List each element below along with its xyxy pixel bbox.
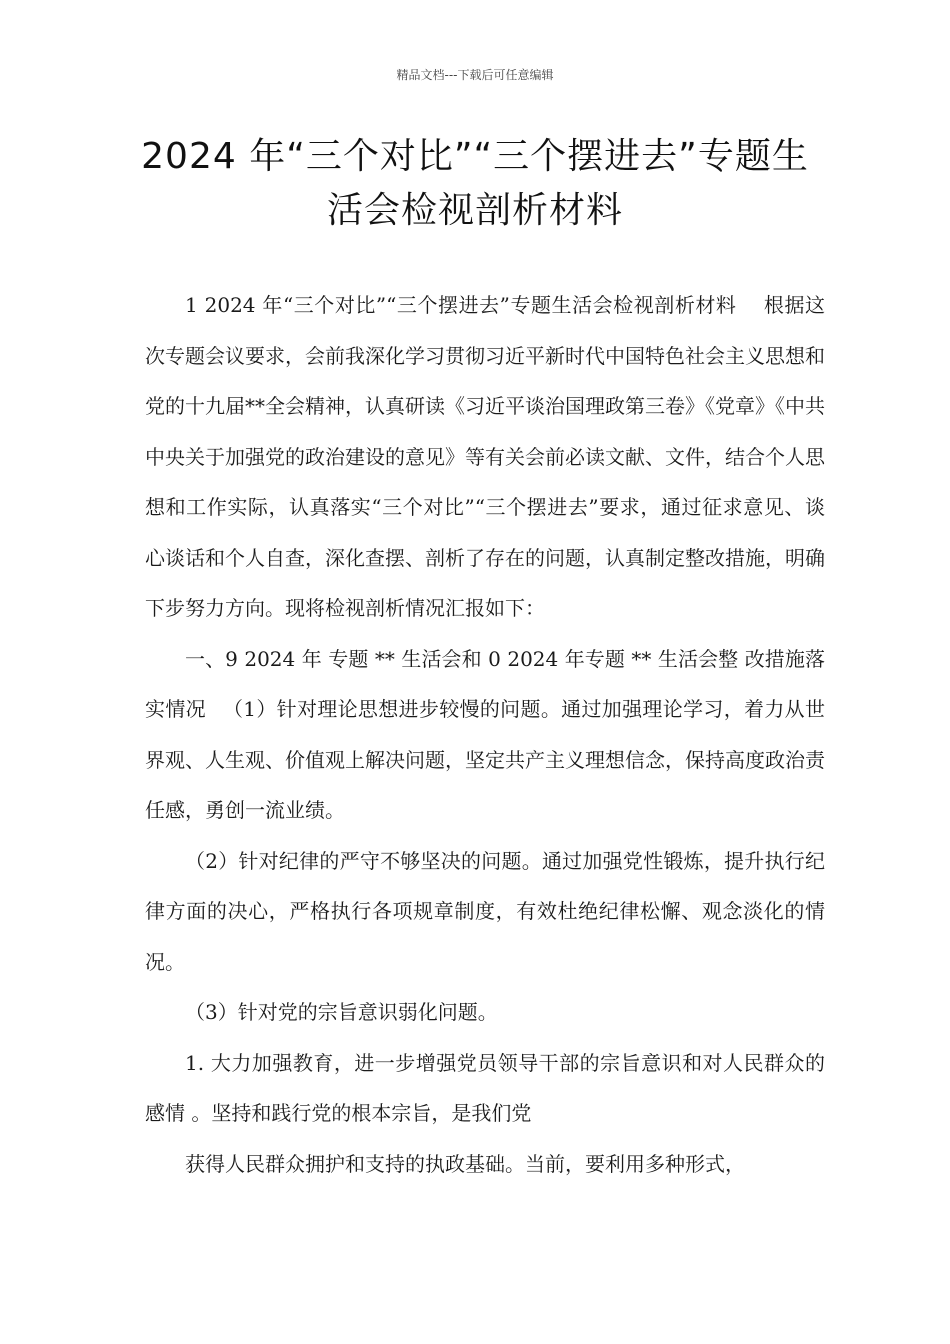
paragraph-item-3: （3）针对党的宗旨意识弱化问题。 <box>185 1000 498 1024</box>
header-note: 精品文档---下载后可任意编辑 <box>396 68 554 82</box>
paragraph-point-1: 1. 大力加强教育，进一步增强党员领导干部的宗旨意识和对人民群众的感情 。坚持和践行党的根本宗旨，是我们党 <box>145 1050 825 1125</box>
paragraph-item-2: （2）针对纪律的严守不够坚决的问题。通过加强党性锻炼，提升执行纪律方面的决心，严格执行各项规章制度，有效杜绝纪律松懈、观念淡化的情况。 <box>145 848 825 974</box>
paragraph-continuation: 获得人民群众拥护和支持的执政基础。当前，要利用多种形式， <box>185 1151 745 1176</box>
document-title: 2024 年“三个对比”“三个摆进去”专题生活会检视剖析材料 <box>141 136 809 231</box>
paragraph-section-one: 一、9 2024 年 专题 ** 生活会和 0 2024 年专题 ** 生活会整 改措施落实情况 （1）针对理论思想进步较慢的问题。通过加强理论学习，着力从世界观、人生观、价值观上解决问题，坚定共产主义理想信念，保持高度政治责任感，勇创一流业绩。 <box>145 646 825 822</box>
document-body <box>145 280 825 1189</box>
paragraph-intro: 1 2024 年“三个对比”“三个摆进去”专题生活会检视剖析材料 根据这次专题会议要求，会前我深化学习贯彻习近平新时代中国特色社会主义思想和党的十九届**全会精神，认真研读《习近平谈治国理政第三卷》《党章》《中共中央关于加强党的政治建设的意见》等有关会前必读文献、文件，结合个人思想和工作实际，认真落实“三个对比”“三个摆进去”要求，通过征求意见、谈心谈话和个人自查，深化查摆、剖析了存在的问题，认真制定整改措施，明确下步努力方向。现将检视剖析情况汇报如下： <box>145 293 825 620</box>
